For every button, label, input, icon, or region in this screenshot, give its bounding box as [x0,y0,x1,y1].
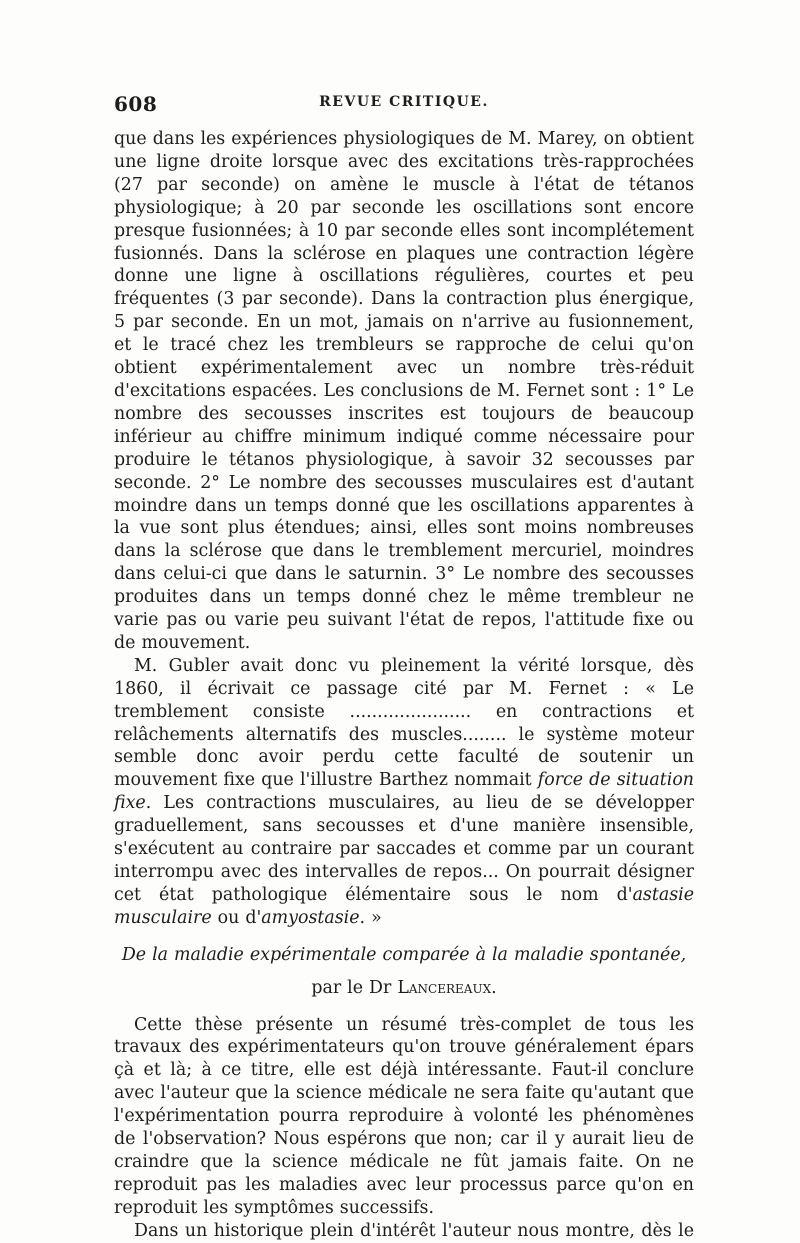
paragraph-2-text-2: . Les contractions musculaires, au lieu de se développer graduellement, sans secousses et d'une manière insensible, s'exécutent au contraire par saccades et comme par un courant interrompu avec des intervalles de repos... On pourrait désigner cet état pathologique élémentaire sous le nom d' [114,793,694,905]
paragraph-2-italic-3: amyostasie [261,907,360,928]
paragraph-4: Dans un historique plein d'intérêt l'auteur nous montre, dès le [134,1220,694,1241]
paragraph-2-italic-2: astasie musculaire [114,884,694,928]
author-prefix: par le Dr [311,977,392,998]
page-header [114,92,694,120]
paragraph-2-italic-1: force de situation fixe [114,770,694,814]
article-title: De la maladie expérimentale comparée à la maladie spontanée, [121,944,687,965]
paragraph-2 [114,655,694,930]
page-number: 608 [114,92,158,116]
running-head: REVUE CRITIQUE. [319,94,489,110]
paragraph-2-text-3: ou d' [211,907,262,928]
article-author [114,977,694,1000]
paragraph-2-text-4: . » [359,907,382,928]
paragraph-1: que dans les expériences physiologiques de M. Marey, on obtient une ligne droite lorsque avec des excitations très-rapprochées (27 par seconde) on amène le muscle à l'état de tétanos physiologique; à 20 par seconde les oscillations sont encore presque fusionnées; à 10 par seconde elles sont incomplétement fusionnés. Dans la sclérose en plaques une contraction légère donne une ligne à oscillations régulières, courtes et peu fréquentes (3 par seconde). Dans la contraction plus énergique, 5 par seconde. En un mot, jamais on n'arrive au fusionnement, et le tracé chez les trembleurs se rapproche de celui qu'on obtient expérimentalement avec un nombre très-réduit d'excitations espacées. Les conclusions de M. Fernet sont : 1° Le nombre des secousses inscrites est toujours de beaucoup inférieur au chiffre minimum indiqué comme nécessaire pour produire le tétanos physiologique, à savoir 32 secousses par seconde. 2° Le nombre des secousses musculaires est d'autant moindre dans un temps donné que les oscillations apparentes à la vue sont plus étendues; ainsi, elles sont moins nombreuses dans la sclérose que dans le tremblement mercuriel, moindres dans celui-ci que dans le saturnin. 3° Le nombre des secousses produites dans un temps donné chez le même trembleur ne varie pas ou varie peu suivant l'état de repos, l'attitude fixe ou de mouvement. [114,129,694,653]
author-name: Lancereaux. [397,977,497,998]
paragraph-2-text-1: M. Gubler avait donc vu pleinement la vérité lorsque, dès 1860, il écrivait ce passage cité par M. Fernet : « Le tremblement consiste ...................... en contractions et relâchements alternatifs des muscles........ le système moteur semble donc avoir perdu cette faculté de soutenir un mouvement fixe que l'illustre Barthez nommait [114,655,694,791]
body-text [114,128,694,1243]
paragraph-3: Cette thèse présente un résumé très-complet de tous les travaux des expérimentateurs qu'on trouve généralement épars çà et là; à ce titre, elle est déjà intéressante. Faut-il conclure avec l'auteur que la science médicale ne sera faite qu'autant que l'expérimentation pourra reproduire à volonté les phénomènes de l'observation? Nous espérons que non; car il y aurait lieu de craindre que la science médicale ne fût jamais faite. On ne reproduit pas les maladies avec leur processus parce qu'on en reproduit les symptômes successifs. [114,1014,694,1218]
